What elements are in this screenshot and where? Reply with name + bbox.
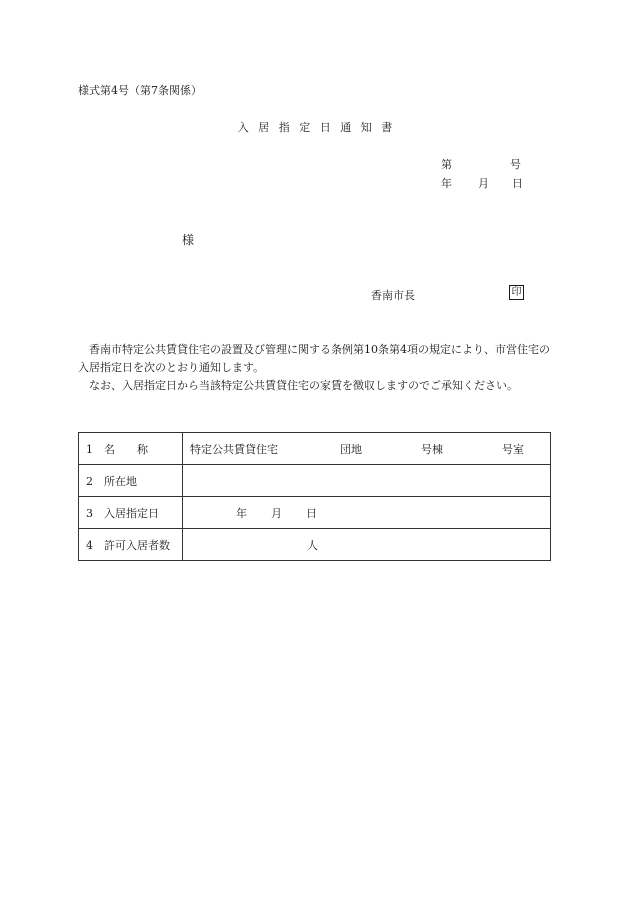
room-label: 号室 [502,442,524,456]
row-value-move-in-date [183,497,551,529]
table-row [79,497,551,529]
row-value-name [183,433,551,465]
table-row [79,465,551,497]
body-paragraph-1: 香南市特定公共賃貸住宅の設置及び管理に関する条例第10条第4項の規定により、市営住宅の入居指定日を次のとおり通知します。 [78,343,550,374]
body-paragraph-2: なお、入居指定日から当該特定公共賃貸住宅の家賃を徴収しますのでご承知ください。 [89,379,518,392]
date-year-label: 年 [441,177,452,190]
row-label-name: 1 名 称 [79,433,183,465]
occupants-unit: 人 [307,538,318,552]
document-number-suffix: 号 [510,158,521,171]
move-in-month-label: 月 [271,506,282,520]
date-day-label: 日 [512,177,523,190]
addressee-honorific: 様 [182,233,195,247]
row-value-occupants [183,529,551,561]
notice-body [78,341,553,395]
date-month-label: 月 [478,177,489,190]
residence-info-table [78,432,551,561]
table-row [79,529,551,561]
issuer-name: 香南市長 [371,289,415,302]
move-in-year-label: 年 [236,506,247,520]
housing-type: 特定公共賃貸住宅 [190,442,278,456]
building-label: 号棟 [421,442,443,456]
table-row [79,433,551,465]
complex-label: 団地 [340,442,362,456]
seal-stamp-box: 印 [509,285,524,300]
form-number-label: 様式第4号（第7条関係） [78,84,202,97]
move-in-day-label: 日 [306,506,317,520]
row-label-location: 2 所在地 [79,465,183,497]
document-title: 入 居 指 定 日 通 知 書 [237,121,393,134]
row-label-occupants: 4 許可入居者数 [79,529,183,561]
row-value-location [183,465,551,497]
document-number-prefix: 第 [441,158,452,171]
row-label-move-in-date: 3 入居指定日 [79,497,183,529]
